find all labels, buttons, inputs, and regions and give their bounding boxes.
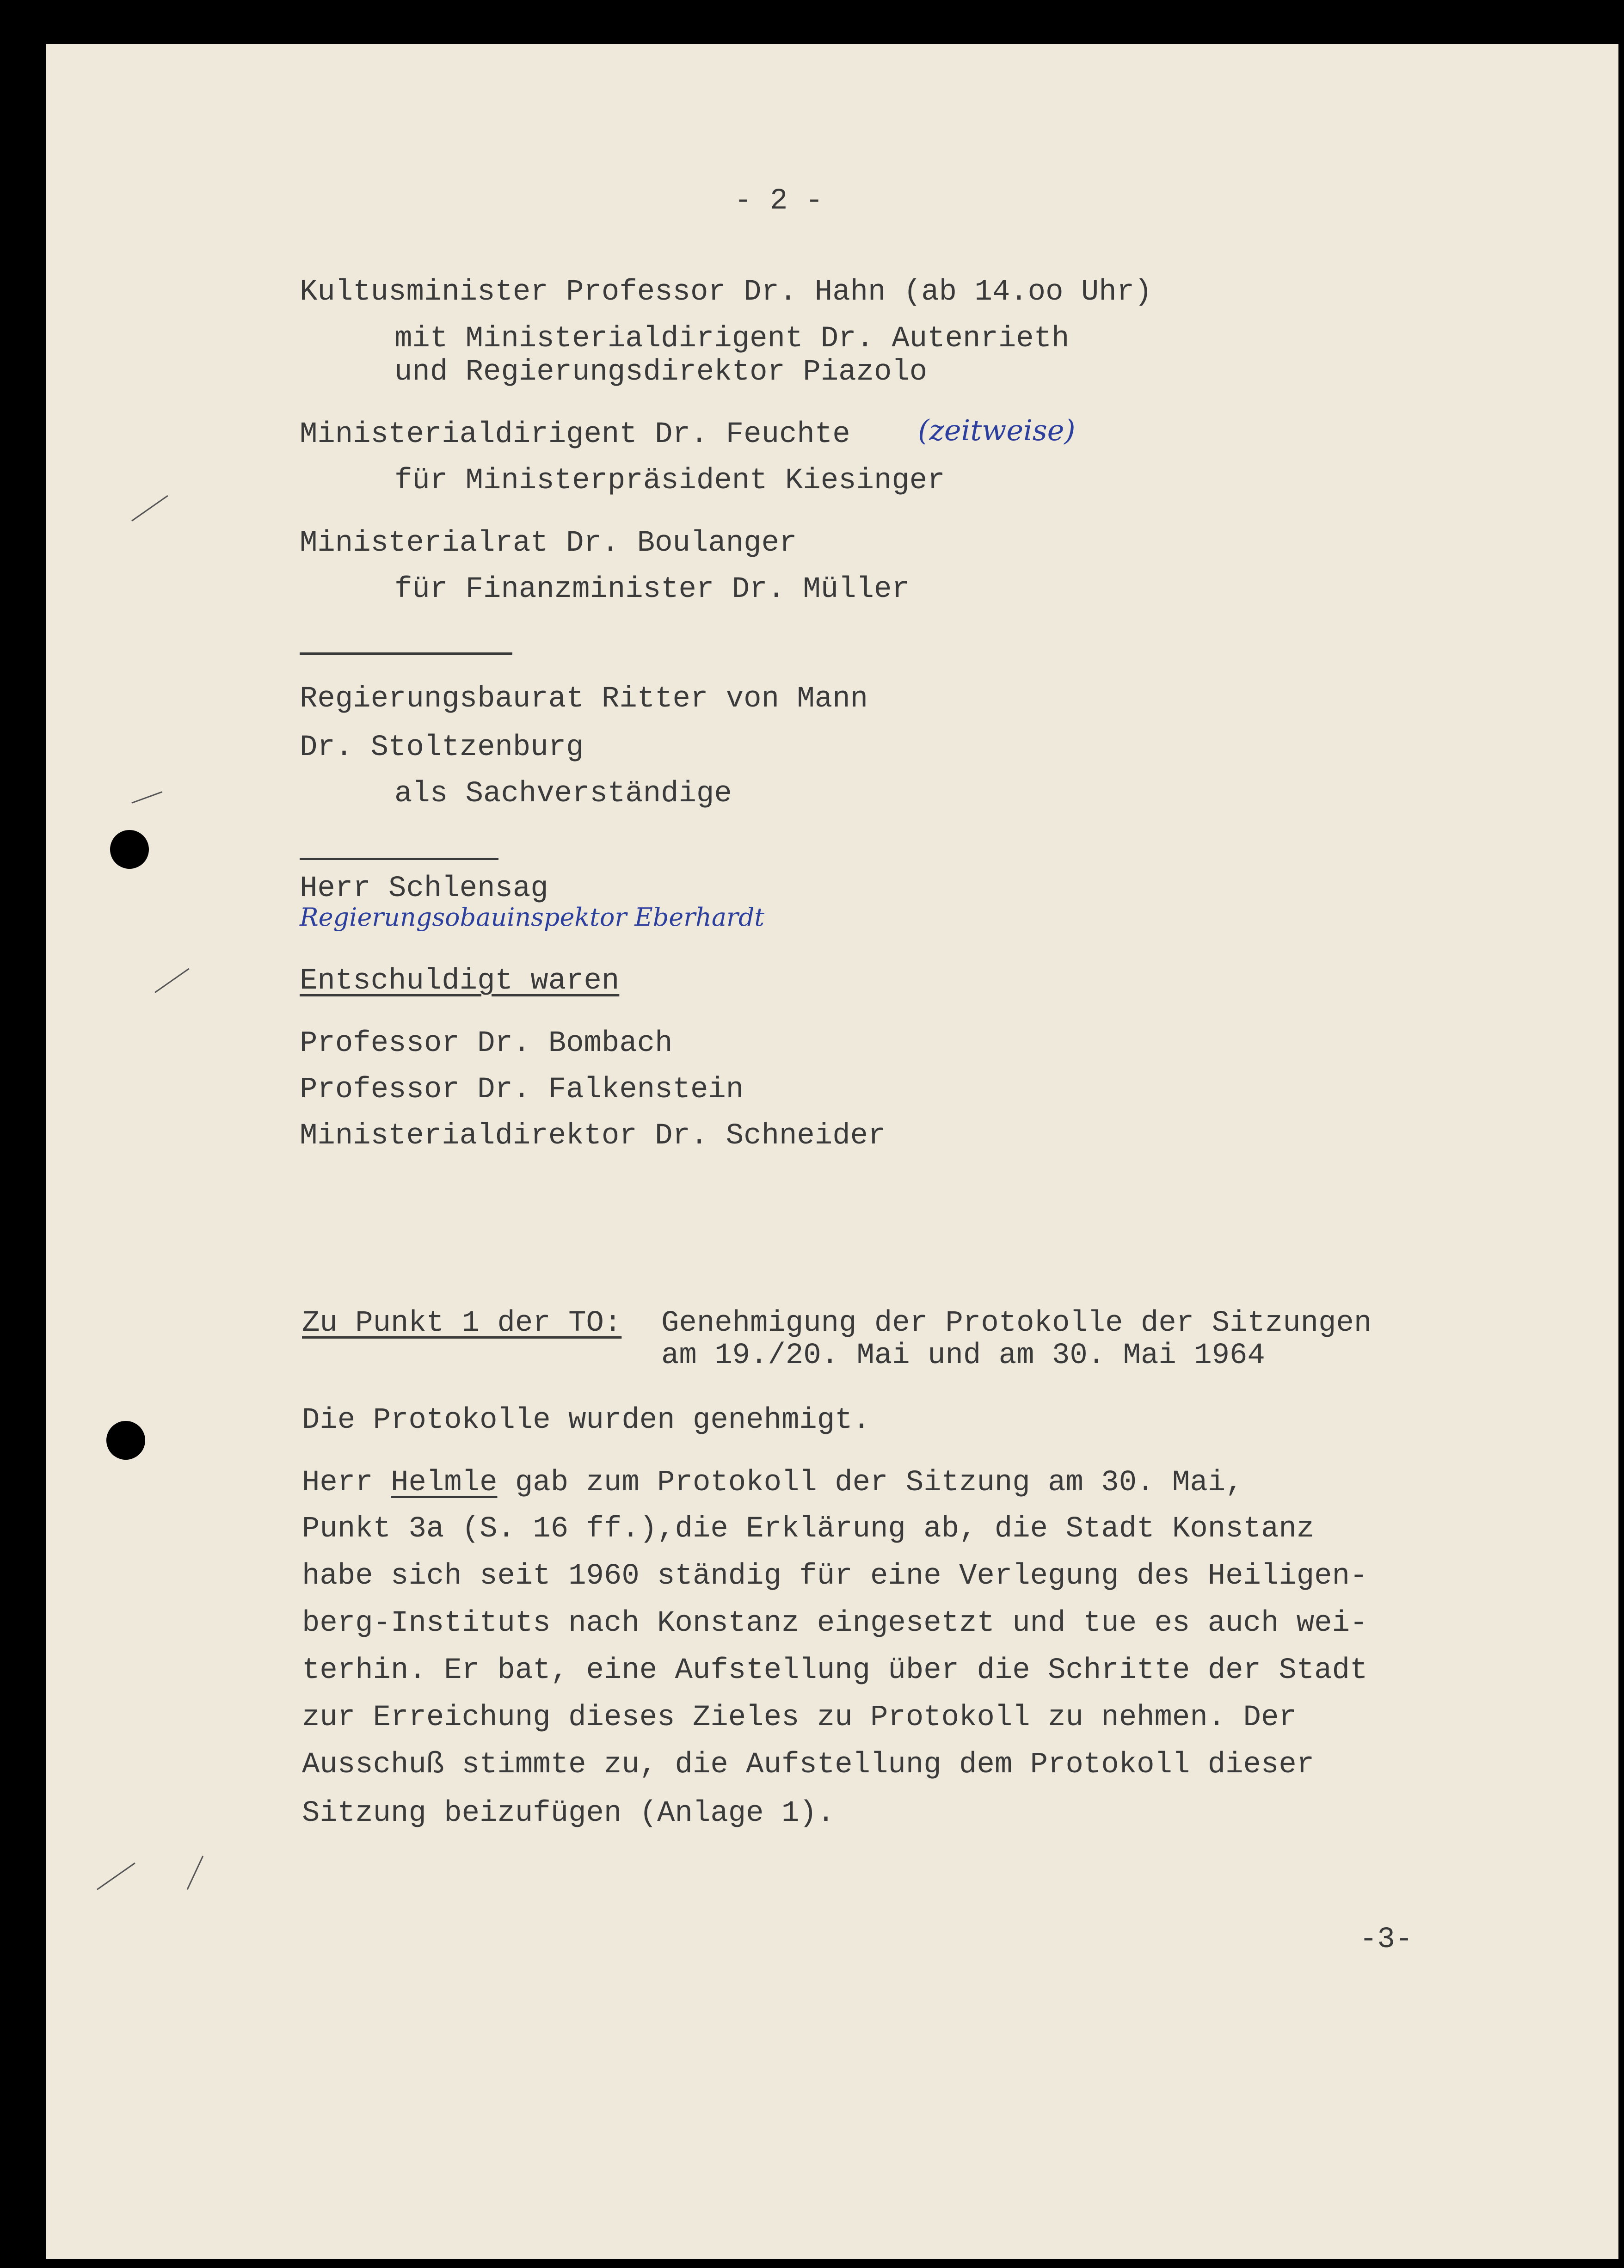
expert-line: Regierungsbaurat Ritter von Mann <box>300 682 868 716</box>
excused-name: Professor Dr. Falkenstein <box>300 1073 744 1106</box>
expert-line: als Sachverständige <box>394 777 732 811</box>
margin-mark <box>97 1862 135 1890</box>
body-line: berg-Instituts nach Konstanz eingesetzt und tue es auch wei- <box>302 1607 1368 1640</box>
excused-name: Ministerialdirektor Dr. Schneider <box>300 1119 886 1153</box>
body-line: Ausschuß stimmte zu, die Aufstellung dem Protokoll dieser <box>302 1748 1315 1782</box>
punch-hole-bottom <box>106 1421 145 1460</box>
margin-mark <box>187 1856 204 1890</box>
attendee-line: für Finanzminister Dr. Müller <box>394 573 910 606</box>
divider-line <box>300 858 498 860</box>
expert-line: Dr. Stoltzenburg <box>300 731 584 764</box>
margin-mark <box>131 495 168 522</box>
next-page-marker: -3- <box>1359 1923 1413 1956</box>
punch-hole-top <box>110 830 149 869</box>
divider-line <box>300 652 512 655</box>
attendee-line: Kultusminister Professor Dr. Hahn (ab 14.oo Uhr) <box>300 276 1152 309</box>
agenda-label: Zu Punkt 1 der TO: <box>302 1307 622 1340</box>
attendee-line: für Ministerpräsident Kiesinger <box>394 464 945 498</box>
agenda-title: Genehmigung der Protokolle der Sitzungen <box>661 1307 1372 1340</box>
attendee-line: Ministerialdirigent Dr. Feuchte <box>300 418 850 451</box>
body-line: Herr Helmle gab zum Protokoll der Sitzung am 30. Mai, <box>302 1466 1243 1500</box>
document-page <box>46 44 1618 2259</box>
agenda-title: am 19./20. Mai und am 30. Mai 1964 <box>661 1339 1265 1372</box>
body-line: Punkt 3a (S. 16 ff.),die Erklärung ab, die Stadt Konstanz <box>302 1512 1315 1546</box>
margin-mark <box>154 968 189 993</box>
body-line: Sitzung beizufügen (Anlage 1). <box>302 1797 835 1830</box>
handwritten-note: (zeitweise) <box>918 413 1076 447</box>
attendee-line: und Regierungsdirektor Piazolo <box>394 356 928 389</box>
approval-text: Die Protokolle wurden genehmigt. <box>302 1404 870 1437</box>
attendee-line: Ministerialrat Dr. Boulanger <box>300 527 797 560</box>
speaker-name: Helmle <box>391 1466 498 1500</box>
attendee-line: mit Ministerialdirigent Dr. Autenrieth <box>394 322 1070 356</box>
body-line: habe sich seit 1960 ständig für eine Verlegung des Heiligen- <box>302 1560 1368 1593</box>
margin-mark <box>131 791 162 804</box>
excused-heading: Entschuldigt waren <box>300 965 620 998</box>
excused-name: Professor Dr. Bombach <box>300 1027 673 1060</box>
body-line: zur Erreichung dieses Zieles zu Protokoll zu nehmen. Der <box>302 1701 1297 1734</box>
handwritten-note: Regierungsobauinspektor Eberhardt <box>300 903 765 932</box>
body-line: terhin. Er bat, eine Aufstellung über die Schritte der Stadt <box>302 1654 1368 1687</box>
page-number: - 2 - <box>734 184 824 218</box>
staff-line: Herr Schlensag <box>300 872 548 905</box>
